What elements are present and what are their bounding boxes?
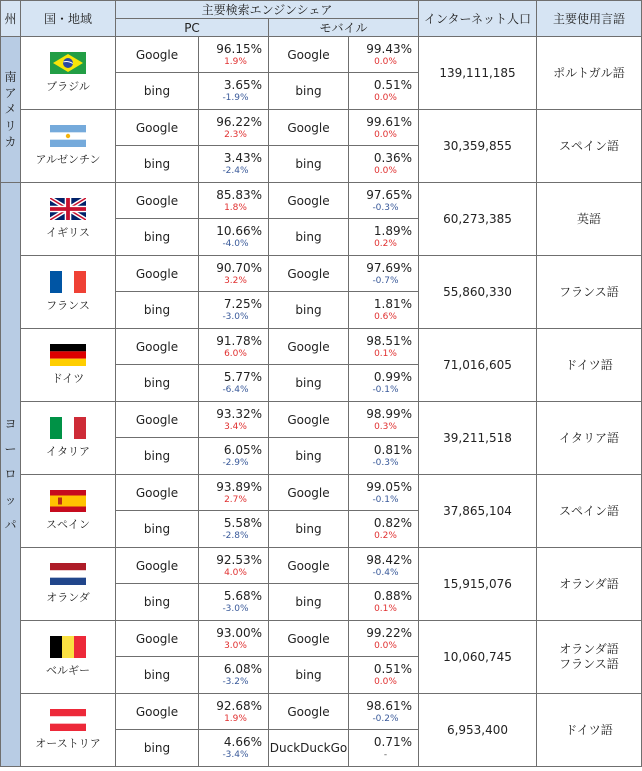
engine-name: Google (269, 402, 349, 438)
country-cell (21, 110, 116, 183)
share-value-cell (199, 657, 269, 694)
share-change: -2.9% (222, 458, 249, 468)
table-row (1, 183, 642, 219)
share-value-cell (349, 219, 419, 256)
share-value-cell (349, 438, 419, 475)
share-percent: 98.42% (366, 552, 412, 567)
continent-europe (1, 183, 21, 767)
share-change: -3.4% (222, 750, 249, 760)
internet-population: 71,016,605 (419, 329, 537, 402)
share-change: 3.2% (224, 275, 247, 286)
engine-name: Google (116, 475, 199, 511)
table-row (1, 621, 642, 657)
share-value-cell (199, 584, 269, 621)
table-row (1, 694, 642, 730)
share-value-cell (199, 475, 269, 511)
language-name: 英語 (576, 211, 601, 226)
engine-name: bing (269, 73, 349, 110)
internet-population: 60,273,385 (419, 183, 537, 256)
header-language: 主要使用言語 (537, 1, 642, 37)
language-name: スペイン語 (558, 138, 619, 153)
share-value-cell (199, 146, 269, 183)
share-percent: 98.51% (366, 333, 412, 348)
share-percent: 5.68% (223, 589, 262, 603)
share-value-cell (349, 365, 419, 402)
main-language (537, 475, 642, 548)
share-change: 1.9% (224, 56, 247, 67)
continent-char: 南 (4, 70, 17, 85)
share-value-cell (349, 475, 419, 511)
share-change: 1.9% (224, 713, 247, 724)
engine-name: bing (116, 73, 199, 110)
share-change: 0.0% (374, 129, 397, 140)
share-value-cell (349, 329, 419, 365)
country-cell (21, 256, 116, 329)
share-value-cell (199, 694, 269, 730)
share-value-cell (349, 511, 419, 548)
engine-name: Google (116, 402, 199, 438)
share-percent: 90.70% (216, 260, 262, 275)
main-language (537, 256, 642, 329)
share-percent: 6.05% (223, 443, 262, 457)
main-language (537, 329, 642, 402)
country-name: オーストリア (35, 737, 101, 750)
share-percent: 96.15% (216, 41, 262, 56)
engine-name: Google (269, 256, 349, 292)
argentina-flag-icon (50, 125, 86, 147)
share-change: 0.0% (374, 166, 397, 176)
share-percent: 0.82% (373, 516, 412, 530)
engine-name: bing (269, 657, 349, 694)
table-row (1, 110, 642, 146)
share-change: 3.4% (224, 421, 247, 432)
language-name: オランダ語 (559, 642, 619, 656)
internet-population: 30,359,855 (419, 110, 537, 183)
share-value-cell (349, 730, 419, 767)
share-percent: 92.53% (216, 552, 262, 567)
share-percent: 98.61% (366, 698, 412, 713)
engine-name: bing (116, 511, 199, 548)
share-change: 2.7% (224, 494, 247, 505)
share-change: 0.1% (374, 604, 397, 614)
engine-name: Google (116, 256, 199, 292)
main-language (537, 183, 642, 256)
internet-population: 6,953,400 (419, 694, 537, 767)
share-value-cell (349, 183, 419, 219)
share-percent: 92.68% (216, 698, 262, 713)
share-value-cell (349, 694, 419, 730)
share-value-cell (349, 548, 419, 584)
share-value-cell (349, 292, 419, 329)
share-change: 0.2% (374, 531, 397, 541)
country-cell (21, 621, 116, 694)
share-percent: 99.43% (366, 41, 412, 56)
country-cell (21, 37, 116, 110)
share-change: -6.4% (222, 385, 249, 395)
share-value-cell (199, 730, 269, 767)
engine-name: bing (269, 219, 349, 256)
share-change: 0.1% (374, 348, 397, 359)
country-cell (21, 548, 116, 621)
share-percent: 97.65% (366, 187, 412, 202)
austria-flag-icon (50, 709, 86, 731)
share-value-cell (199, 438, 269, 475)
language-name: オランダ語 (559, 576, 619, 591)
share-change: 0.6% (374, 312, 397, 322)
share-value-cell (349, 621, 419, 657)
continent-south-america (1, 37, 21, 183)
main-language (537, 110, 642, 183)
engine-name: DuckDuckGo (269, 730, 349, 767)
share-value-cell (199, 110, 269, 146)
table-row (1, 256, 642, 292)
engine-name: bing (116, 365, 199, 402)
spain-flag-icon (50, 490, 86, 512)
uk-flag-icon (50, 198, 86, 220)
share-change: 2.3% (224, 129, 247, 140)
share-change: 1.8% (224, 202, 247, 213)
main-language (537, 694, 642, 767)
share-change: -0.3% (372, 202, 399, 213)
country-cell (21, 475, 116, 548)
engine-name: Google (269, 621, 349, 657)
share-change: -0.3% (372, 458, 399, 468)
share-percent: 93.00% (216, 625, 262, 640)
internet-population: 37,865,104 (419, 475, 537, 548)
language-name: ポルトガル語 (553, 65, 625, 80)
share-value-cell (199, 511, 269, 548)
engine-name: Google (116, 183, 199, 219)
share-change: -3.0% (222, 604, 249, 614)
share-percent: 0.51% (373, 662, 412, 676)
share-value-cell (199, 548, 269, 584)
share-value-cell (349, 146, 419, 183)
engine-name: Google (116, 329, 199, 365)
engine-name: bing (116, 584, 199, 621)
engine-name: Google (269, 37, 349, 73)
share-percent: 99.05% (366, 479, 412, 494)
share-value-cell (199, 219, 269, 256)
share-value-cell (199, 402, 269, 438)
share-change: -0.1% (372, 494, 399, 505)
share-value-cell (199, 37, 269, 73)
continent-char: カ (4, 134, 17, 149)
continent-char: ヨ (4, 417, 17, 432)
engine-name: bing (269, 511, 349, 548)
share-change: -3.0% (222, 312, 249, 322)
internet-population: 139,111,185 (419, 37, 537, 110)
language-name: スペイン語 (558, 503, 619, 518)
italy-flag-icon (50, 417, 86, 439)
brazil-flag-icon (50, 52, 86, 74)
header-search-share: 主要検索エンジンシェア (116, 1, 419, 19)
continent-char: ロ (4, 467, 17, 482)
internet-population: 55,860,330 (419, 256, 537, 329)
continent-char: ー (4, 442, 17, 457)
share-percent: 99.61% (366, 114, 412, 129)
table-body (1, 37, 642, 767)
language-name: フランス語 (559, 284, 619, 299)
engine-name: Google (116, 110, 199, 146)
share-percent: 96.22% (216, 114, 262, 129)
share-change: 0.0% (374, 640, 397, 651)
share-change: -0.1% (372, 385, 399, 395)
germany-flag-icon (50, 344, 86, 366)
main-language (537, 548, 642, 621)
share-percent: 5.77% (223, 370, 262, 384)
share-value-cell (349, 402, 419, 438)
share-percent: 10.66% (216, 224, 262, 238)
share-value-cell (199, 292, 269, 329)
engine-name: bing (116, 438, 199, 475)
engine-name: bing (116, 219, 199, 256)
header-internet-population: インターネット人口 (419, 1, 537, 37)
table-row (1, 37, 642, 73)
country-name: スペイン (46, 518, 90, 531)
country-name: オランダ (46, 591, 90, 604)
main-language (537, 402, 642, 475)
continent-char: パ (4, 517, 17, 532)
share-change: 3.0% (224, 640, 247, 651)
engine-name: bing (116, 657, 199, 694)
country-name: ベルギー (46, 664, 90, 677)
share-percent: 1.81% (373, 297, 412, 311)
engine-name: Google (116, 37, 199, 73)
language-name: ドイツ語 (565, 722, 613, 737)
engine-name: bing (269, 365, 349, 402)
country-name: アルゼンチン (35, 153, 101, 166)
share-change: -0.7% (372, 275, 399, 286)
share-value-cell (349, 110, 419, 146)
share-percent: 0.81% (373, 443, 412, 457)
belgium-flag-icon (50, 636, 86, 658)
engine-name: Google (269, 329, 349, 365)
share-percent: 1.89% (373, 224, 412, 238)
engine-name: Google (269, 694, 349, 730)
share-percent: 6.08% (223, 662, 262, 676)
share-value-cell (349, 657, 419, 694)
share-percent: 3.65% (223, 78, 262, 92)
country-cell (21, 402, 116, 475)
engine-name: bing (269, 438, 349, 475)
internet-population: 15,915,076 (419, 548, 537, 621)
share-percent: 93.89% (216, 479, 262, 494)
share-percent: 4.66% (223, 735, 262, 749)
share-percent: 97.69% (366, 260, 412, 275)
share-percent: 0.51% (373, 78, 412, 92)
engine-name: bing (116, 730, 199, 767)
table-row (1, 402, 642, 438)
share-percent: 0.88% (373, 589, 412, 603)
country-cell (21, 183, 116, 256)
country-name: イギリス (46, 226, 90, 239)
country-cell (21, 694, 116, 767)
share-percent: 85.83% (216, 187, 262, 202)
engine-name: bing (269, 584, 349, 621)
share-percent: 0.36% (373, 151, 412, 165)
language-name: フランス語 (559, 657, 619, 671)
main-language (537, 37, 642, 110)
engine-name: Google (269, 183, 349, 219)
language-name: イタリア語 (558, 430, 619, 445)
share-percent: 0.99% (373, 370, 412, 384)
continent-char: リ (4, 118, 17, 133)
share-value-cell (349, 584, 419, 621)
main-language (537, 621, 642, 694)
internet-population: 10,060,745 (419, 621, 537, 694)
engine-name: Google (269, 548, 349, 584)
share-percent: 93.32% (216, 406, 262, 421)
country-name: ブラジル (46, 80, 90, 93)
engine-name: bing (116, 146, 199, 183)
engine-name: Google (116, 548, 199, 584)
share-change: -2.8% (222, 531, 249, 541)
share-change: -1.9% (222, 93, 249, 103)
engine-name: Google (269, 110, 349, 146)
engine-name: Google (269, 475, 349, 511)
share-value-cell (199, 365, 269, 402)
table-row (1, 475, 642, 511)
table-row (1, 329, 642, 365)
continent-char: ア (4, 86, 17, 101)
share-change: -4.0% (222, 239, 249, 249)
share-value-cell (349, 256, 419, 292)
share-change: 4.0% (224, 567, 247, 578)
engine-name: bing (269, 292, 349, 329)
country-name: フランス (46, 299, 90, 312)
header-country: 国・地域 (21, 1, 116, 37)
share-change: 0.0% (374, 677, 397, 687)
header-mobile: モバイル (269, 19, 419, 37)
engine-name: Google (116, 694, 199, 730)
share-change: 0.3% (374, 421, 397, 432)
share-value-cell (199, 621, 269, 657)
france-flag-icon (50, 271, 86, 293)
share-value-cell (349, 37, 419, 73)
language-name: ドイツ語 (565, 357, 613, 372)
engine-name: bing (269, 146, 349, 183)
table-row (1, 548, 642, 584)
share-percent: 99.22% (366, 625, 412, 640)
header-continent: 州 (1, 1, 21, 37)
internet-population: 39,211,518 (419, 402, 537, 475)
share-value-cell (199, 73, 269, 110)
share-change: -3.2% (222, 677, 249, 687)
engine-name: Google (116, 621, 199, 657)
share-percent: 3.43% (223, 151, 262, 165)
share-value-cell (199, 256, 269, 292)
share-change: -0.4% (372, 567, 399, 578)
continent-char: ッ (4, 492, 17, 507)
country-name: イタリア (46, 445, 90, 458)
share-change: 0.2% (374, 239, 397, 249)
country-cell (21, 329, 116, 402)
share-change: - (383, 750, 388, 760)
netherlands-flag-icon (50, 563, 86, 585)
share-value-cell (199, 183, 269, 219)
share-value-cell (349, 73, 419, 110)
share-percent: 98.99% (366, 406, 412, 421)
share-percent: 5.58% (223, 516, 262, 530)
engine-name: bing (116, 292, 199, 329)
country-name: ドイツ (51, 372, 85, 385)
share-percent: 7.25% (223, 297, 262, 311)
continent-char: メ (4, 102, 17, 117)
share-percent: 91.78% (216, 333, 262, 348)
share-value-cell (199, 329, 269, 365)
share-percent: 0.71% (373, 735, 412, 749)
share-change: -2.4% (222, 166, 249, 176)
share-change: 0.0% (374, 56, 397, 67)
share-change: 0.0% (374, 93, 397, 103)
share-change: -0.2% (372, 713, 399, 724)
header-pc: PC (116, 19, 269, 37)
share-change: 6.0% (224, 348, 247, 359)
